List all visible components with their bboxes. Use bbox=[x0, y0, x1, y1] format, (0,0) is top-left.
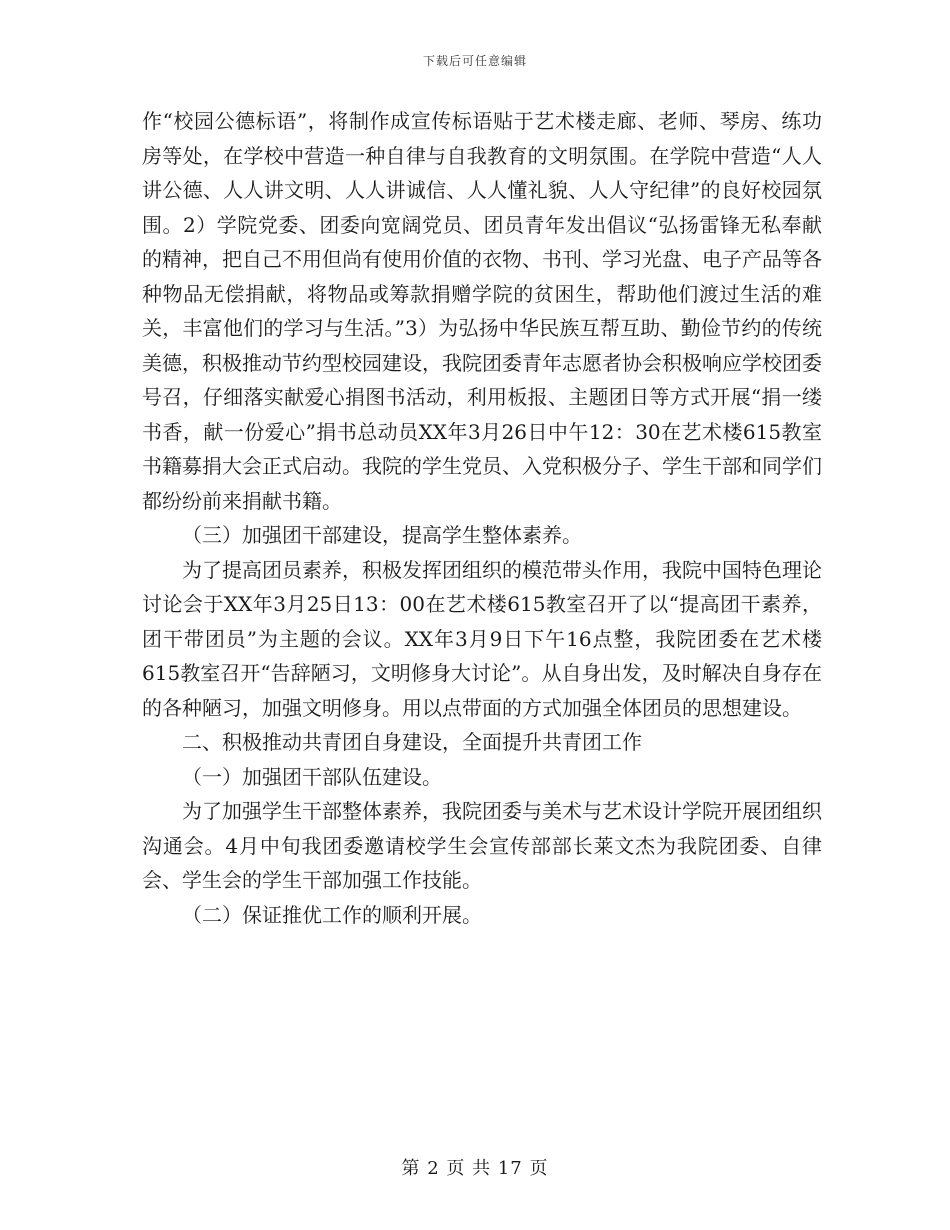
document-body bbox=[142, 104, 822, 932]
paragraph-3: 为了加强学生干部整体素养，我院团委与美术与艺术设计学院开展团组织沟通会。4月中旬我团委邀请校学生会宣传部部长莱文杰为我院团委、自律会、学生会的学生干部加强工作技能。 bbox=[142, 799, 822, 892]
section-heading-1: （一）加强团干部队伍建设。 bbox=[182, 764, 442, 789]
chapter-heading-2: 二、积极推动共青团自身建设，全面提升共青团工作 bbox=[182, 730, 642, 754]
section-heading-3: （三）加强团干部建设，提高学生整体素养。 bbox=[182, 523, 582, 547]
section-heading-2: （二）保证推优工作的顺利开展。 bbox=[182, 902, 482, 927]
page-number-footer: 第 2 页 共 17 页 bbox=[401, 1158, 549, 1179]
page-header: 下载后可任意编辑 bbox=[422, 54, 527, 68]
paragraph-1: 作“校园公德标语”，将制作成宣传标语贴于艺术楼走廊、老师、琴房、练功房等处，在学校中营造一种自律与自我教育的文明氛围。在学院中营造“人人讲公德、人人讲文明、人人讲诚信、人人懂礼貌、人人守纪律”的良好校园氛围。2）学院党委、团委向宽阔党员、团员青年发出倡议“弘扬雷锋无私奉献的精神，把自己不用但尚有使用价值的衣物、书刊、学习光盘、电子产品等各种物品无偿捐献，将物品或筹款捐赠学院的贫困生，帮助他们渡过生活的难关，丰富他们的学习与生活。”3）为弘扬中华民族互帮互助、勤俭节约的传统美德，积极推动节约型校园建设，我院团委青年志愿者协会积极响应学校团委号召，仔细落实献爱心捐图书活动，利用板报、主题团日等方式开展“捐一缕书香，献一份爱心”捐书总动员XX年3月26日中午12：30在艺术楼615教室书籍募捐大会正式启动。我院的学生党员、入党积极分子、学生干部和同学们都纷纷前来捐献书籍。 bbox=[142, 109, 822, 513]
paragraph-2: 为了提高团员素养，积极发挥团组织的模范带头作用，我院中国特色理论讨论会于XX年3月25日13：00在艺术楼615教室召开了以“提高团干素养，团干带团员”为主题的会议。XX年3月9日下午16点整，我院团委在艺术楼615教室召开“告辞陋习，文明修身大讨论”。从自身出发，及时解决自身存在的各种陋习，加强文明修身。用以点带面的方式加强全体团员的思想建设。 bbox=[142, 557, 822, 720]
